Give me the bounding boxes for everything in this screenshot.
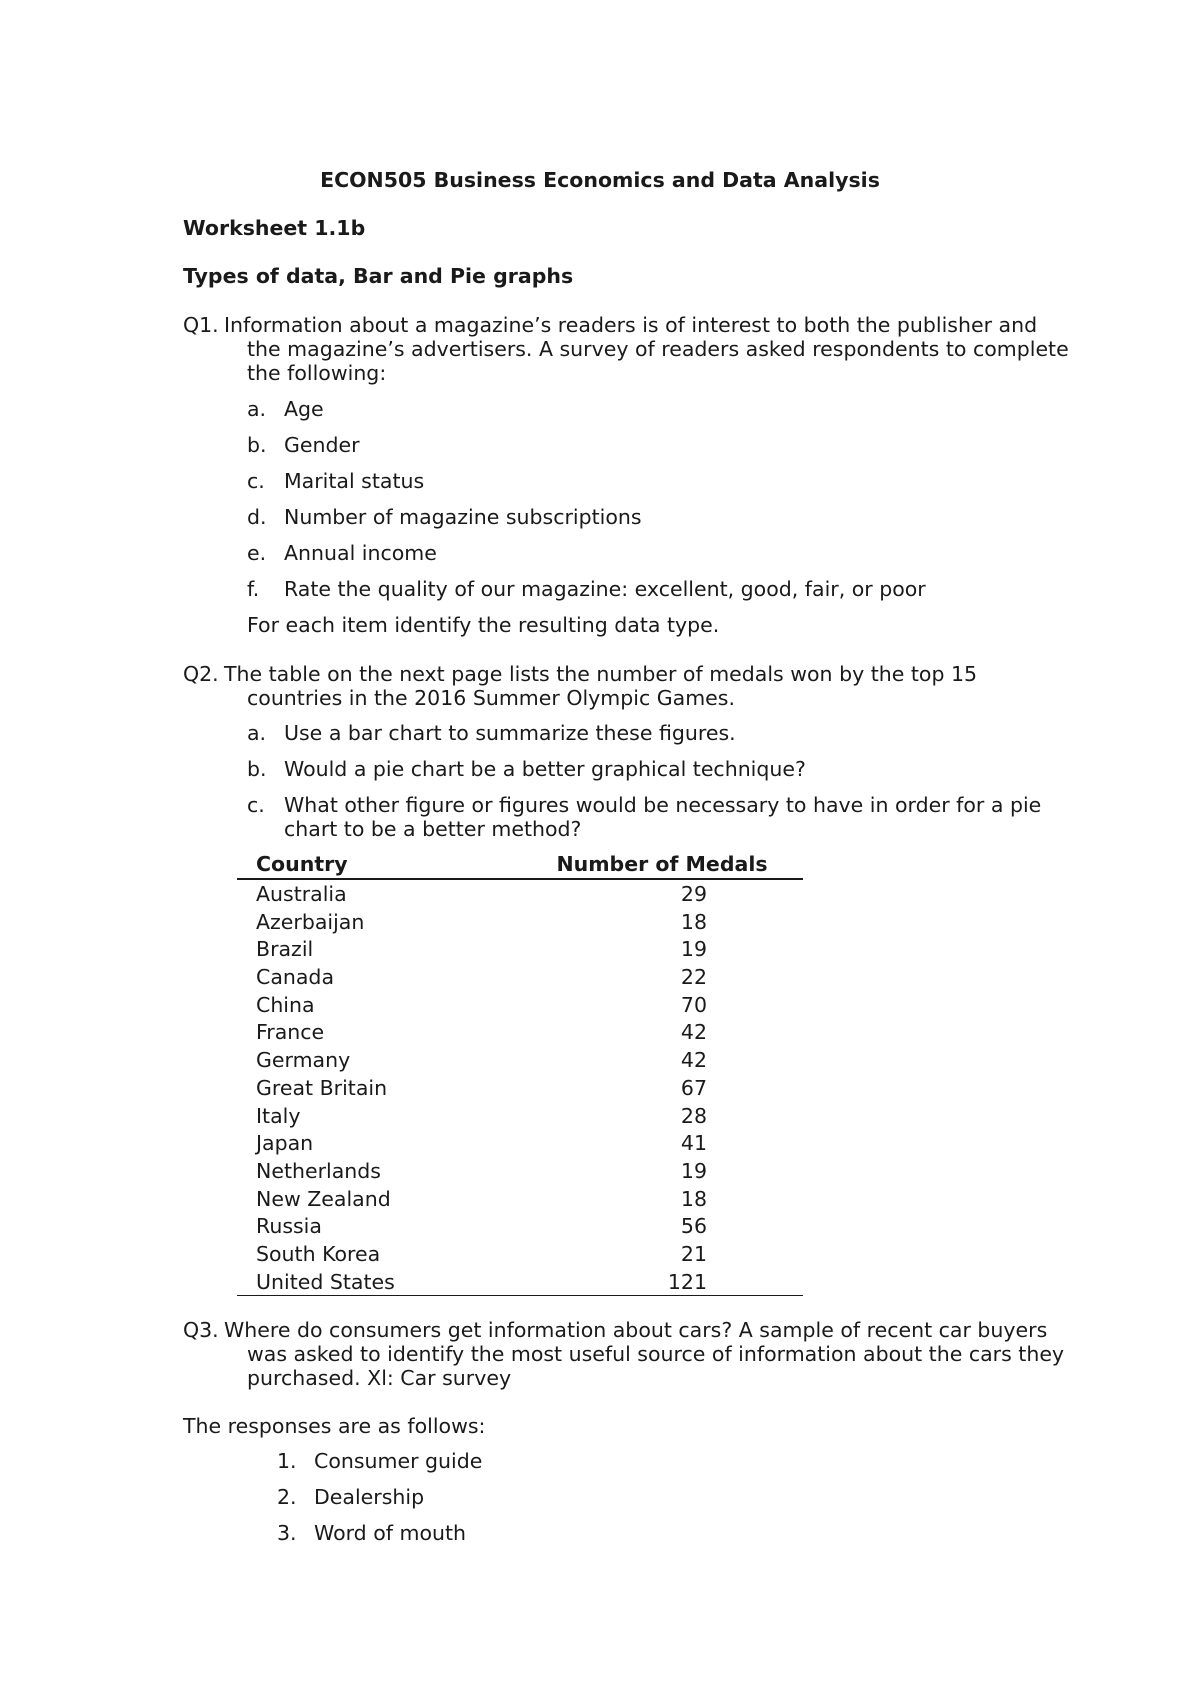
table-cell-medals: 18 xyxy=(680,1186,707,1211)
list-item-letter: c. xyxy=(247,469,265,493)
list-item-text: Gender xyxy=(284,433,360,457)
table-cell-medals: 28 xyxy=(680,1103,707,1128)
table-cell-medals: 18 xyxy=(680,909,707,934)
table-row xyxy=(237,1018,803,1046)
table-cell-country: Canada xyxy=(256,965,335,990)
question-3-line-1: Where do consumers get information about cars? A sample of recent car buyers xyxy=(224,1318,1048,1342)
table-cell-medals: 22 xyxy=(680,965,707,990)
worksheet-topic: Types of data, Bar and Pie graphs xyxy=(183,264,574,288)
table-cell-country: New Zealand xyxy=(256,1186,391,1211)
list-item-text: Would a pie chart be a better graphical technique? xyxy=(284,757,806,781)
table-cell-country: Australia xyxy=(256,882,347,906)
question-3-line-3: purchased. Xl: Car survey xyxy=(247,1366,512,1390)
table-cell-medals: 19 xyxy=(680,937,707,962)
list-item-text: Number of magazine subscriptions xyxy=(284,505,642,529)
list-item-number: 2. xyxy=(277,1485,297,1509)
worksheet-number: Worksheet 1.1b xyxy=(183,216,366,240)
table-row xyxy=(237,908,803,936)
list-item-letter: d. xyxy=(247,505,267,529)
list-item-number: 3. xyxy=(277,1521,297,1545)
question-1-label: Q1. xyxy=(183,313,219,337)
list-item-letter: a. xyxy=(247,397,267,421)
table-row xyxy=(237,1102,803,1130)
list-item-number: 1. xyxy=(277,1449,297,1473)
question-1-line-1: Information about a magazine’s readers is of interest to both the publisher and xyxy=(224,313,1038,337)
table-cell-country: United States xyxy=(256,1269,395,1294)
list-item-letter: e. xyxy=(247,541,267,565)
table-cell-medals: 42 xyxy=(680,1020,707,1045)
table-cell-medals: 42 xyxy=(680,1048,707,1073)
responses-intro: The responses are as follows: xyxy=(183,1414,486,1438)
table-cell-medals: 41 xyxy=(680,1131,707,1156)
table-row xyxy=(237,1046,803,1074)
question-1-instruction: For each item identify the resulting data type. xyxy=(247,613,720,637)
table-cell-medals: 121 xyxy=(667,1269,707,1294)
table-cell-country: France xyxy=(256,1020,325,1045)
list-item-letter: f. xyxy=(247,577,260,601)
question-2-line-1: The table on the next page lists the number of medals won by the top 15 xyxy=(224,662,978,686)
question-2-label: Q2. xyxy=(183,662,219,686)
list-item-text: Marital status xyxy=(284,469,425,493)
table-row xyxy=(237,1268,803,1296)
table-cell-country: Germany xyxy=(256,1048,351,1073)
table-cell-country: Russia xyxy=(256,1214,322,1239)
list-item-text: What other figure or figures would be necessary to have in order for a pie xyxy=(284,793,1042,817)
table-body xyxy=(237,880,803,1295)
list-item-text: Rate the quality of our magazine: excellent, good, fair, or poor xyxy=(284,577,926,601)
table-row xyxy=(237,1212,803,1240)
table-cell-medals: 21 xyxy=(680,1241,707,1266)
table-row xyxy=(237,1240,803,1268)
table-cell-medals: 67 xyxy=(680,1075,707,1100)
table-row xyxy=(237,880,803,908)
table-cell-medals: 70 xyxy=(680,992,707,1017)
list-item-letter: a. xyxy=(247,721,267,745)
table-row xyxy=(237,991,803,1019)
table-cell-medals: 56 xyxy=(680,1214,707,1239)
list-item-text: Use a bar chart to summarize these figures. xyxy=(284,721,736,745)
question-3-line-2: was asked to identify the most useful source of information about the cars they xyxy=(247,1342,1065,1366)
column-header-medals: Number of Medals xyxy=(556,852,768,876)
table-cell-medals: 19 xyxy=(680,1158,707,1183)
list-item-letter: b. xyxy=(247,757,267,781)
table-row xyxy=(237,1157,803,1185)
list-item-text: Word of mouth xyxy=(314,1521,467,1545)
table-cell-country: Italy xyxy=(256,1103,301,1128)
document-title: ECON505 Business Economics and Data Analysis xyxy=(320,168,880,192)
table-cell-country: Azerbaijan xyxy=(256,909,365,934)
list-item-text: Dealership xyxy=(314,1485,425,1509)
table-cell-country: Japan xyxy=(256,1131,314,1156)
table-cell-medals: 29 xyxy=(680,882,707,906)
table-row xyxy=(237,1129,803,1157)
question-1-line-3: the following: xyxy=(247,361,387,385)
question-3-label: Q3. xyxy=(183,1318,219,1342)
table-cell-country: Netherlands xyxy=(256,1158,381,1183)
list-item-continuation: chart to be a better method? xyxy=(284,817,582,841)
question-1-line-2: the magazine’s advertisers. A survey of readers asked respondents to complete xyxy=(247,337,1069,361)
table-cell-country: Brazil xyxy=(256,937,314,962)
column-header-country: Country xyxy=(256,852,348,876)
question-2-line-2: countries in the 2016 Summer Olympic Games. xyxy=(247,686,735,710)
list-item-text: Annual income xyxy=(284,541,437,565)
table-row xyxy=(237,963,803,991)
table-row xyxy=(237,935,803,963)
table-cell-country: Great Britain xyxy=(256,1075,388,1100)
table-cell-country: China xyxy=(256,992,315,1017)
list-item-text: Consumer guide xyxy=(314,1449,483,1473)
table-cell-country: South Korea xyxy=(256,1241,381,1266)
medals-table xyxy=(237,851,803,1296)
table-header xyxy=(237,851,803,880)
list-item-letter: b. xyxy=(247,433,267,457)
list-item-letter: c. xyxy=(247,793,265,817)
table-row xyxy=(237,1074,803,1102)
list-item-text: Age xyxy=(284,397,324,421)
table-row xyxy=(237,1185,803,1213)
